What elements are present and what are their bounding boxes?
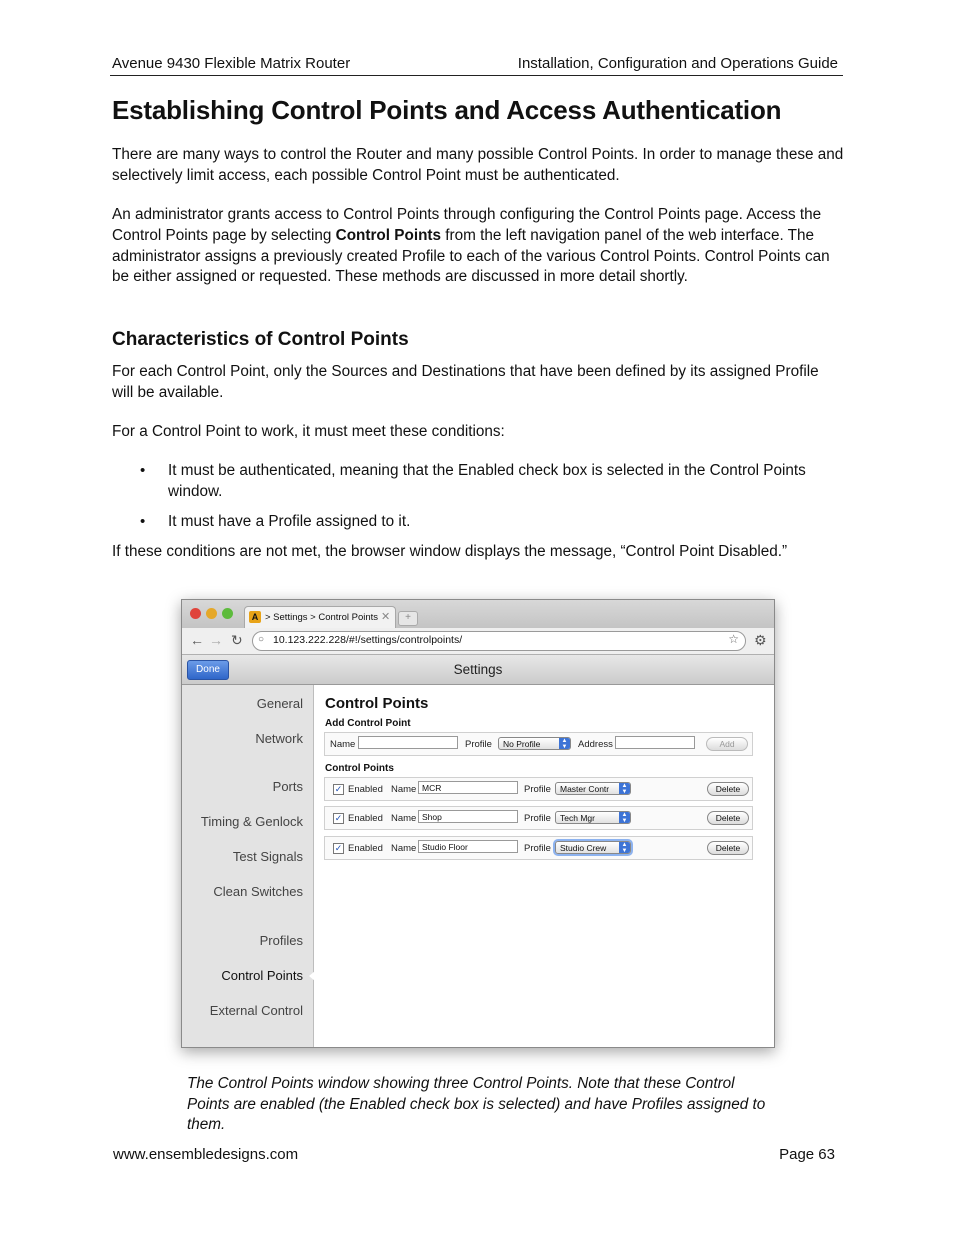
- settings-header-bar: [182, 655, 774, 685]
- zoom-window-icon[interactable]: [222, 608, 233, 619]
- name-label: Name: [330, 739, 356, 750]
- tab-label: > Settings > Control Points: [265, 612, 379, 623]
- bullet-marker: •: [140, 462, 146, 479]
- select-arrows-icon: ▲ ▼: [619, 812, 630, 823]
- new-tab-icon[interactable]: +: [398, 611, 418, 626]
- profile-label: Profile: [524, 784, 551, 795]
- section-paragraph-1: For each Control Point, only the Sources and Destinations that have been defined by its assigned Profile will be available.: [112, 363, 819, 401]
- section-heading: Characteristics of Control Points: [112, 329, 409, 350]
- enabled-checkbox[interactable]: ✓: [334, 784, 343, 794]
- name-input[interactable]: Studio Floor: [418, 840, 518, 853]
- enabled-label: Enabled: [348, 843, 383, 854]
- profile-label: Profile: [524, 813, 551, 824]
- access-paragraph: [112, 205, 844, 288]
- forward-arrow-icon[interactable]: →: [209, 632, 223, 648]
- access-paragraph-bold: Control Points: [335, 226, 442, 244]
- access-paragraph-start: An administrator grants access to Control Points through configuring the Control Points page. Access the Control Points page by selecting: [112, 206, 822, 244]
- address-label: Address: [578, 739, 613, 750]
- delete-button[interactable]: Delete: [707, 841, 749, 855]
- figure-caption: The Control Points window showing three Control Points. Note that these Control Points are enabled (the Enabled check box is selected) and have Profiles assigned to them.: [187, 1075, 766, 1134]
- profile-label: Profile: [465, 739, 492, 750]
- name-label: Name: [391, 813, 417, 824]
- bullet-item: It must be authenticated, meaning that the Enabled check box is selected in the Control Points window.: [168, 462, 806, 500]
- sidebar-item-external-control[interactable]: External Control: [209, 1003, 303, 1018]
- new-name-input[interactable]: [358, 736, 458, 749]
- add-control-point-heading: Add Control Point: [325, 718, 411, 729]
- profile-select[interactable]: [555, 841, 631, 854]
- app-logo-icon: A: [249, 611, 261, 623]
- section-paragraph-2: For a Control Point to work, it must meet these conditions:: [112, 423, 505, 440]
- profile-select[interactable]: [555, 811, 631, 824]
- sidebar-item-control-points[interactable]: Control Points: [221, 968, 303, 983]
- running-header-title: Avenue 9430 Flexible Matrix Router: [112, 55, 351, 72]
- intro-paragraph: There are many ways to control the Router and many possible Control Points. In order to manage these and selectively limit access, each possible Control Point must be authenticated.: [112, 146, 844, 184]
- delete-button[interactable]: Delete: [707, 782, 749, 796]
- add-control-point-form: [324, 732, 753, 756]
- control-points-list-heading: Control Points: [325, 763, 394, 774]
- profile-label: Profile: [524, 843, 551, 854]
- name-input[interactable]: Shop: [418, 810, 518, 823]
- control-point-row: [324, 836, 753, 860]
- bookmark-star-icon[interactable]: ☆: [728, 632, 739, 646]
- sidebar-item-test-signals[interactable]: Test Signals: [232, 849, 303, 864]
- globe-icon: ○: [258, 634, 265, 645]
- select-arrows-icon: ▲ ▼: [619, 783, 630, 794]
- page-number: Page 63: [779, 1146, 835, 1163]
- url-text: 10.123.222.228/#!/settings/controlpoints/: [273, 634, 463, 646]
- sidebar-item-network[interactable]: Network: [255, 731, 303, 746]
- settings-sidebar: [182, 685, 314, 1047]
- wrench-icon[interactable]: ⚙: [754, 632, 767, 648]
- tab-close-icon[interactable]: ✕: [381, 611, 391, 623]
- bullet-marker: •: [140, 513, 146, 530]
- close-window-icon[interactable]: [190, 608, 201, 619]
- browser-tab-bar: [182, 600, 774, 628]
- control-points-panel: [314, 685, 774, 1047]
- control-point-row: [324, 806, 753, 830]
- enabled-label: Enabled: [348, 813, 383, 824]
- minimize-window-icon[interactable]: [206, 608, 217, 619]
- running-header-guide: Installation, Configuration and Operations Guide: [517, 55, 838, 72]
- reload-icon[interactable]: ↻: [231, 632, 243, 648]
- settings-title: Settings: [453, 662, 503, 677]
- select-arrows-icon: ▲ ▼: [559, 738, 570, 749]
- back-arrow-icon[interactable]: ←: [190, 632, 204, 648]
- browser-tab[interactable]: [244, 606, 396, 629]
- new-profile-select[interactable]: [498, 737, 571, 750]
- sidebar-item-clean-switches[interactable]: Clean Switches: [213, 884, 303, 899]
- new-address-input[interactable]: [615, 736, 695, 749]
- select-arrows-icon: ▲ ▼: [619, 842, 630, 853]
- sidebar-item-general[interactable]: General: [256, 696, 303, 711]
- done-button[interactable]: Done: [187, 660, 229, 680]
- access-paragraph-end: from the left navigation panel of the web interface. The administrator assigns a previously created Profile to each of the various Control Points. Control Points can be either assigned or requested. These methods are discussed in more detail shortly.: [112, 226, 830, 286]
- profile-value: Studio Crew: [560, 843, 607, 853]
- name-label: Name: [391, 843, 417, 854]
- section-paragraph-3: If these conditions are not met, the browser window displays the message, “Control Point Disabled.”: [112, 543, 788, 560]
- browser-screenshot: [181, 599, 775, 1048]
- name-input[interactable]: MCR: [418, 781, 518, 794]
- sidebar-item-ports[interactable]: Ports: [272, 779, 303, 794]
- enabled-checkbox[interactable]: ✓: [334, 813, 343, 823]
- control-point-row: [324, 777, 753, 801]
- sidebar-item-profiles[interactable]: Profiles: [259, 933, 303, 948]
- name-label: Name: [391, 784, 417, 795]
- new-profile-value: No Profile: [503, 739, 541, 749]
- profile-select[interactable]: [555, 782, 631, 795]
- page-title: Establishing Control Points and Access Authentication: [112, 95, 782, 125]
- bullet-item: It must have a Profile assigned to it.: [168, 513, 411, 530]
- url-field[interactable]: [252, 631, 746, 651]
- enabled-checkbox[interactable]: ✓: [334, 843, 343, 853]
- profile-value: Master Contr: [560, 784, 610, 794]
- header-rule: [110, 75, 843, 76]
- enabled-label: Enabled: [348, 784, 383, 795]
- delete-button[interactable]: Delete: [707, 811, 749, 825]
- footer-website: www.ensembledesigns.com: [113, 1146, 299, 1163]
- profile-value: Tech Mgr: [560, 813, 595, 823]
- panel-title: Control Points: [325, 695, 429, 712]
- add-button[interactable]: Add: [706, 737, 748, 751]
- address-toolbar: [182, 628, 774, 655]
- sidebar-item-timing-genlock[interactable]: Timing & Genlock: [200, 814, 303, 829]
